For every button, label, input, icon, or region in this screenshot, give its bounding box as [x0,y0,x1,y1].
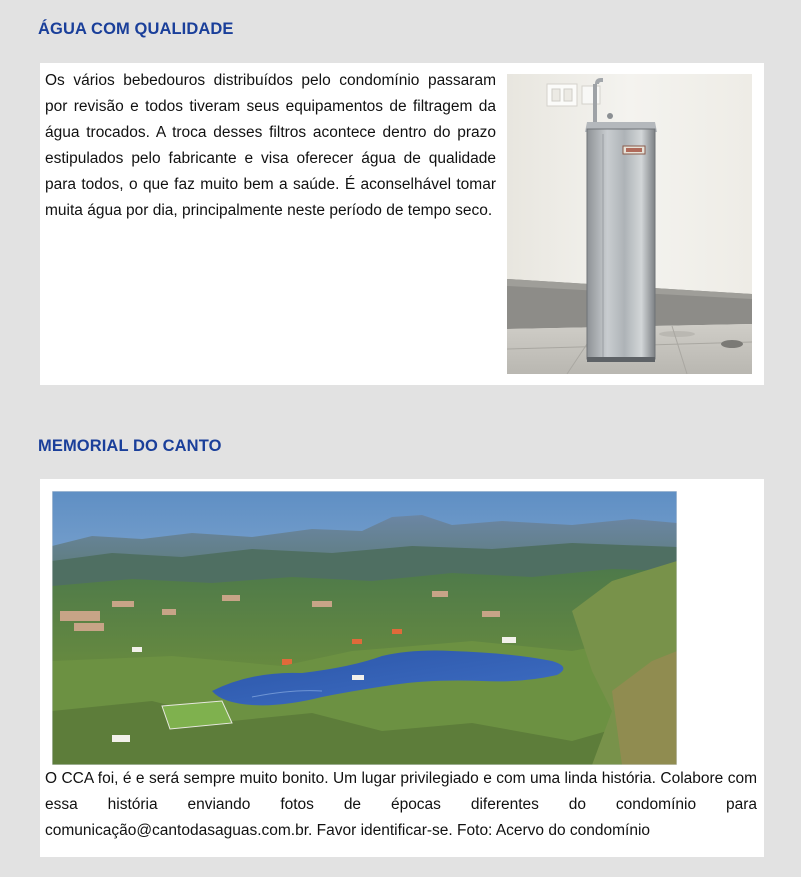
water-fountain-photo [507,74,752,374]
section-title-memorial: MEMORIAL DO CANTO [38,437,222,455]
article-card-memorial [40,479,764,857]
section-title-agua: ÁGUA COM QUALIDADE [38,20,234,38]
article-text-agua: Os vários bebedouros distribuídos pelo condomínio passaram por revisão e todos tiveram seus equipamentos de filtragem da água trocados. A troca desses filtros acontece dentro do prazo estipulados pelo fabricante e visa oferecer água de qualidade para todos, o que faz muito bem a saúde. É aconselhável tomar muita água por dia, principalmente neste período de tempo seco. [45,72,496,219]
landscape-lake-photo [52,491,677,765]
landscape-illustration [52,491,677,765]
article-card-agua [40,63,764,385]
water-fountain-illustration [507,74,752,374]
article-text-memorial: O CCA foi, é e será sempre muito bonito. Um lugar privilegiado e com uma linda história. Colabore com essa história enviando fotos de épocas diferentes do condomínio para comunicação@cantodasaguas.com.br. Favor identificar-se. Foto: Acervo do condomínio [45,770,757,839]
